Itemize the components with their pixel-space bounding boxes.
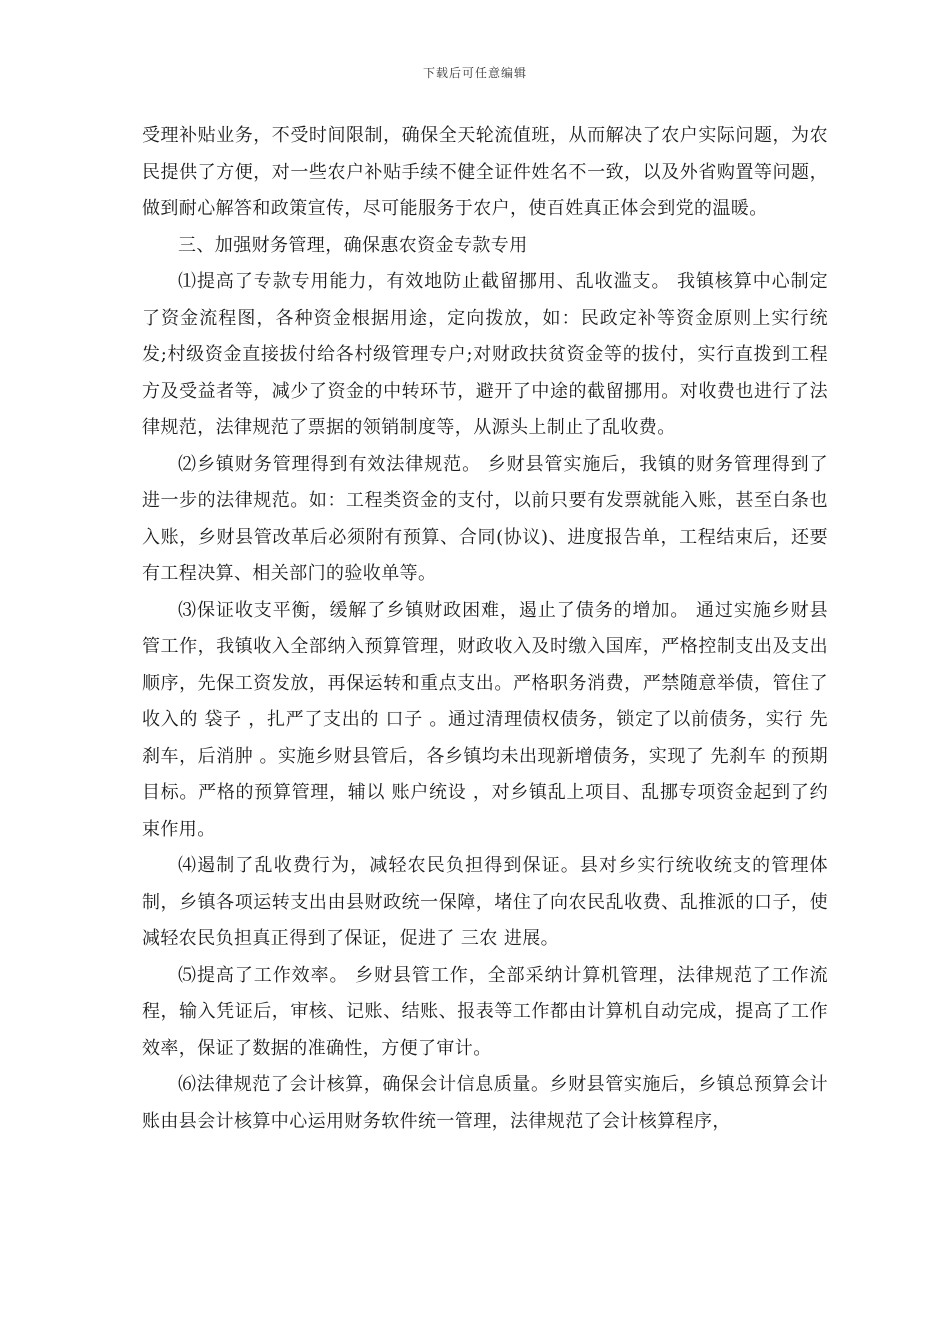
paragraph-item-6: ⑹法律规范了会计核算，确保会计信息质量。乡财县管实施后，乡镇总预算会计账由县会计核算中心运用财务软件统一管理，法律规范了会计核算程序， <box>142 1074 828 1132</box>
paragraph-item-2: ⑵乡镇财务管理得到有效法律规范。 乡财县管实施后，我镇的财务管理得到了进一步的法律规范。如：工程类资金的支付，以前只要有发票就能入账，甚至白条也入账，乡财县管改革后必须附有预算、合同(协议)、进度报告单，工程结束后，还要有工程决算、相关部门的验收单等。 <box>142 453 828 584</box>
document-body <box>142 118 828 1140</box>
section-heading-finance: 三、加强财务管理，确保惠农资金专款专用 <box>178 234 528 256</box>
paragraph-item-4: ⑷遏制了乱收费行为，减轻农民负担得到保证。县对乡实行统收统支的管理体制，乡镇各项运转支出由县财政统一保障，堵住了向农民乱收费、乱推派的口子，使减轻农民负担真正得到了保证，促进了 三农 进展。 <box>142 855 828 949</box>
paragraph-item-3: ⑶保证收支平衡，缓解了乡镇财政困难，遏止了债务的增加。 通过实施乡财县管工作，我镇收入全部纳入预算管理，财政收入及时缴入国库，严格控制支出及支出顺序，先保工资发放，再保运转和重点支出。严格职务消费，严禁随意举债，管住了收入的 袋子 ，扎严了支出的 口子 。通过清理债权债务，锁定了以前债务，实行 先刹车，后消肿 。实施乡财县管后，各乡镇均未出现新增债务，实现了 先刹车 的预期目标。严格的预算管理，辅以 账户统设 ，对乡镇乱上项目、乱挪专项资金起到了约束作用。 <box>142 599 828 840</box>
paragraph-item-5: ⑸提高了工作效率。 乡财县管工作，全部采纳计算机管理，法律规范了工作流程，输入凭证后，审核、记账、结账、报表等工作都由计算机自动完成，提高了工作效率，保证了数据的准确性，方便了审计。 <box>142 964 828 1059</box>
paragraph-subsidy-service: 受理补贴业务，不受时间限制，确保全天轮流值班，从而解决了农户实际问题，为农民提供了方便，对一些农户补贴手续不健全证件姓名不一致，以及外省购置等问题，做到耐心解答和政策宣传，尽可能服务于农户，使百姓真正体会到党的温暖。 <box>142 125 828 219</box>
paragraph-item-1: ⑴提高了专款专用能力，有效地防止截留挪用、乱收滥支。 我镇核算中心制定了资金流程图，各种资金根据用途，定向拨放，如：民政定补等资金原则上实行统发;村级资金直接拔付给各村级管理专户;对财政扶贫资金等的拔付，实行直拨到工程方及受益者等，减少了资金的中转环节，避开了中途的截留挪用。对收费也进行了法律规范，法律规范了票据的领销制度等，从源头上制止了乱收费。 <box>142 271 828 438</box>
page-header-note: 下载后可任意编辑 <box>422 66 527 80</box>
